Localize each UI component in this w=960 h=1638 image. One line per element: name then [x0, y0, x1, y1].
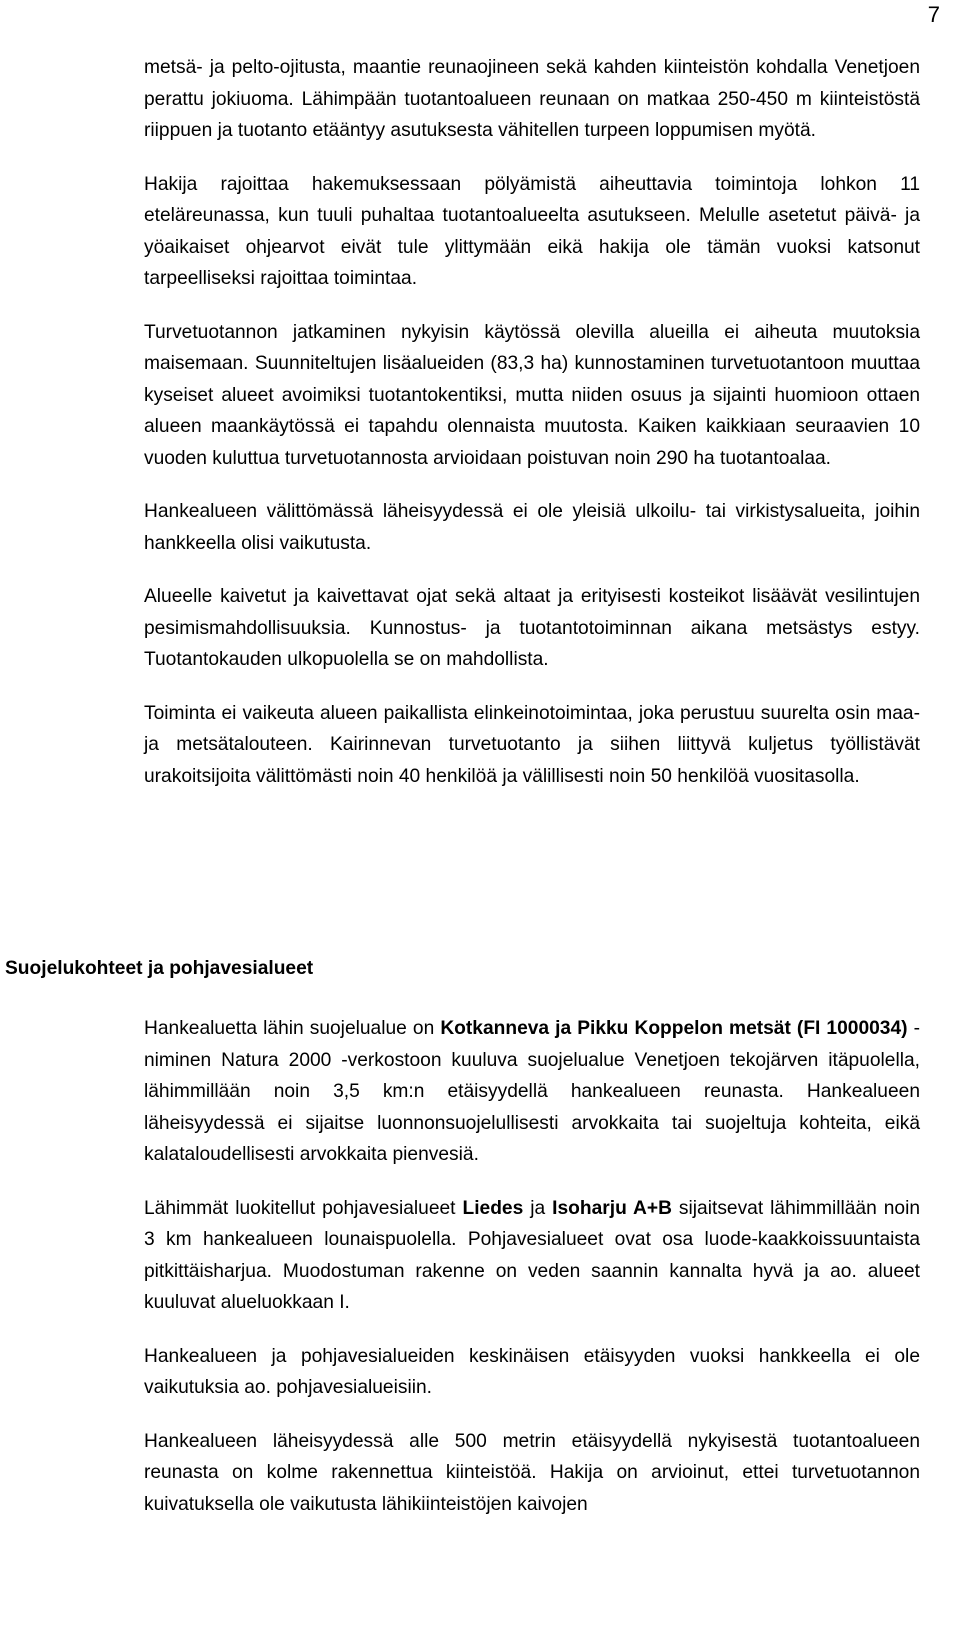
- groundwater-text-middle: ja: [523, 1197, 553, 1219]
- paragraph-recreation: Hankealueen välittömässä läheisyydessä ei ole yleisiä ulkoilu- tai virkistysalueita, joihin hankkeella olisi vaikutusta.: [144, 501, 920, 554]
- natura-text-start: Hankealuetta lähin suojelualue on: [144, 1018, 441, 1039]
- natura-site-name: Kotkanneva ja Pikku Koppelon metsät (FI 1000034): [440, 1018, 908, 1039]
- body-text-lower: [144, 1013, 920, 1520]
- groundwater-area-liedes: Liedes: [462, 1197, 524, 1219]
- paragraph-wells: Hankealueen läheisyydessä alle 500 metrin etäisyydellä nykyisestä tuotantoalueen reunasta on kolme rakennettua kiinteistöä. Hakija on arvioinut, ettei turvetuotannon kuivatuksella ole vaikutusta lähikiinteistöjen kaivojen: [144, 1430, 920, 1515]
- paragraph-natura: [144, 1013, 920, 1171]
- groundwater-area-isoharju: Isoharju A+B: [552, 1197, 672, 1219]
- natura-text-end: -niminen Natura 2000 -verkostoon kuuluva suojelualue Venetjoen tekojärven itäpuolella, lähimmillään noin 3,5 km:n etäisyydellä hankealueen reunasta. Hankealueen läheisyydessä ei sijaitse luonnonsuojelullisesti arvokkaita tai suojeltuja kohteita, eikä kalataloudellisesti arvokkaita pienvesiä.: [144, 1018, 920, 1165]
- paragraph-groundwater-effects: Hankealueen ja pohjavesialueiden keskinäisen etäisyyden vuoksi hankkeella ei ole vaikutuksia ao. pohjavesialueisiin.: [144, 1345, 920, 1398]
- paragraph-dust-noise: Hakija rajoittaa hakemuksessaan pölyämistä aiheuttavia toimintoja lohkon 11 eteläreunassa, kun tuuli puhaltaa tuotantoalueelta asutukseen. Melulle asetetut päivä- ja yöaikaiset ohjearvot eivät tule ylittymään eikä hakija ole tämän vuoksi katsonut tarpeelliseksi rajoittaa toimintaa.: [144, 173, 920, 289]
- paragraph-landscape: Turvetuotannon jatkaminen nykyisin käytössä olevilla alueilla ei aiheuta muutoksia maisemaan. Suunniteltujen lisäalueiden (83,3 ha) kunnostaminen turvetuotantoon muuttaa kyseiset alueet avoimiksi tuotantokentiksi, mutta niiden osuus ja sijainti huomioon ottaen alueen maankäytössä ei tapahdu olennaista muutosta. Kaiken kaikkiaan seuraavien 10 vuoden kuluttua turvetuotannosta arvioidaan poistuvan noin 290 ha tuotantoalaa.: [144, 321, 920, 469]
- section-heading: Suojelukohteet ja pohjavesialueet: [5, 958, 314, 979]
- paragraph-groundwater: [144, 1193, 920, 1319]
- groundwater-text-start: Lähimmät luokitellut pohjavesialueet: [144, 1197, 463, 1219]
- paragraph-birds-hunting: Alueelle kaivetut ja kaivettavat ojat sekä altaat ja erityisesti kosteikot lisäävät vesilintujen pesimismahdollisuuksia. Kunnostus- ja tuotantotoiminnan aikana metsästys estyy. Tuotantokauden ulkopuolella se on mahdollista.: [144, 586, 920, 670]
- paragraph-livelihood: Toiminta ei vaikeuta alueen paikallista elinkeinotoimintaa, joka perustuu suurelta osin maa- ja metsätalouteen. Kairinnevan turvetuotanto ja siihen liittyvä kuljetus työllistävät urakoitsijoita välittömästi noin 40 henkilöä ja välillisesti noin 50 henkilöä vuositasolla.: [144, 702, 920, 787]
- groundwater-text-end: sijaitsevat lähimmillään noin 3 km hankealueen lounaispuolella. Pohjavesialueet ovat osa luode-kaakkoissuuntaista pitkittäisharjua. Muodostuman rakenne on veden saannin kannalta hyvä ja ao. alueet kuuluvat alueluokkaan I.: [144, 1197, 921, 1313]
- paragraph-dust-context: metsä- ja pelto-ojitusta, maantie reunaojineen sekä kahden kiinteistön kohdalla Venetjoen perattu jokiuoma. Lähimpään tuotantoalueen reunaan on matkaa 250-450 m kiinteistöstä riippuen ja tuotanto etääntyy asutuksesta vähitellen turpeen loppumisen myötä.: [144, 57, 920, 141]
- body-text-upper: [144, 52, 920, 792]
- page-number: 7: [927, 2, 940, 27]
